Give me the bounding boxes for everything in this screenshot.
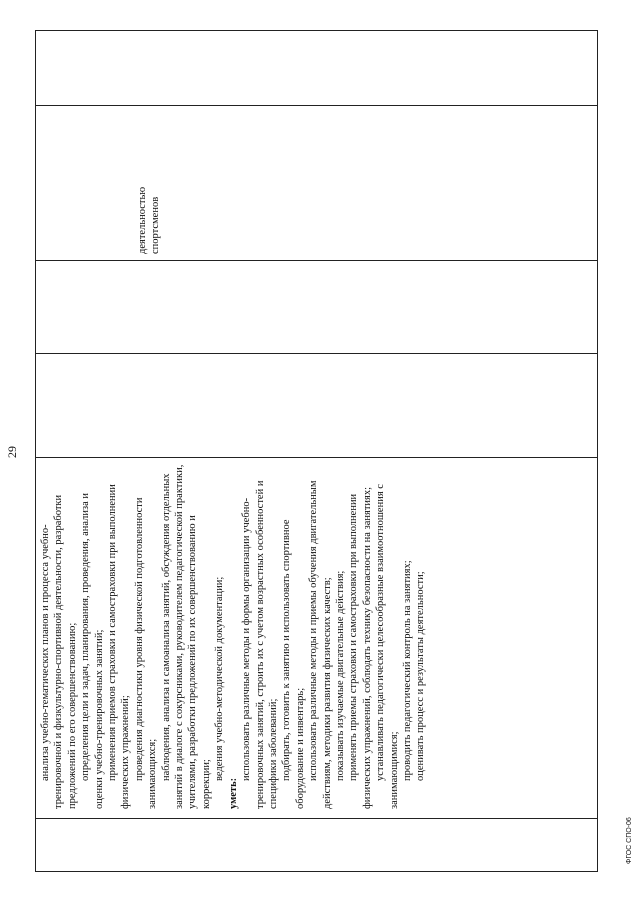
activity-cell bbox=[136, 74, 163, 254]
column-divider bbox=[36, 105, 597, 106]
competency-item: показывать изучаемые двигательные действия; bbox=[334, 570, 346, 781]
activity-line: деятельностью bbox=[137, 186, 148, 254]
column-divider bbox=[36, 818, 597, 819]
competency-item: проведения диагностики уровня физической подготовленности занимающихся; bbox=[133, 497, 159, 809]
competency-item: применения приемов страховки и самостраховки при выполнении физических упражнений; bbox=[107, 484, 132, 809]
competency-item: наблюдения, анализа и самоанализа занятий, обсуждения отдельных занятий в диалоге с сокурсниками, руководителем педагогической практики, учителями, разработки предложений по их совершенствованию и коррекции; bbox=[160, 464, 212, 809]
competency-item: устанавливать педагогически целесообразные взаимоотношения с занимающимися; bbox=[375, 484, 400, 809]
column-divider bbox=[36, 353, 597, 354]
column-divider bbox=[36, 457, 597, 458]
column-divider bbox=[36, 260, 597, 261]
competency-item: оценивать процесс и результаты деятельности; bbox=[415, 571, 427, 781]
competency-item: использовать различные методы и формы организации учебно-тренировочных занятий, строить их с учетом возрастных особенностей и специфики заболеваний; bbox=[241, 480, 279, 809]
competency-item: проводить педагогический контроль на занятиях; bbox=[401, 560, 413, 781]
page-number: 29 bbox=[5, 446, 19, 458]
competency-item: ведения учебно-методической документации; bbox=[214, 576, 226, 781]
competency-item: подбирать, готовить к занятию и использовать спортивное оборудование и инвентарь; bbox=[281, 519, 306, 809]
competencies-cell bbox=[39, 464, 428, 809]
footer-code: ФГОС СПО-06 bbox=[626, 817, 633, 864]
standards-table bbox=[35, 30, 598, 872]
activity-line: спортсменов bbox=[150, 196, 162, 254]
competency-item: использовать различные методы и приемы обучения двигательным действиям, методики развития физических качеств; bbox=[308, 480, 333, 809]
competency-item: определения цели и задач, планирования, проведения, анализа и оценки учебно-тренировочных занятий; bbox=[80, 492, 105, 809]
competency-item: применять приемы страховки и самостраховки при выполнении физических упражнений, соблюдать технику безопасности на занятиях; bbox=[348, 486, 373, 809]
section-heading: уметь: bbox=[227, 777, 239, 809]
competency-item: анализа учебно-тематических планов и процесса учебно-тренировочной и физкультурно-спортивной деятельности, разработки предложений по его совершенствованию; bbox=[40, 494, 78, 809]
